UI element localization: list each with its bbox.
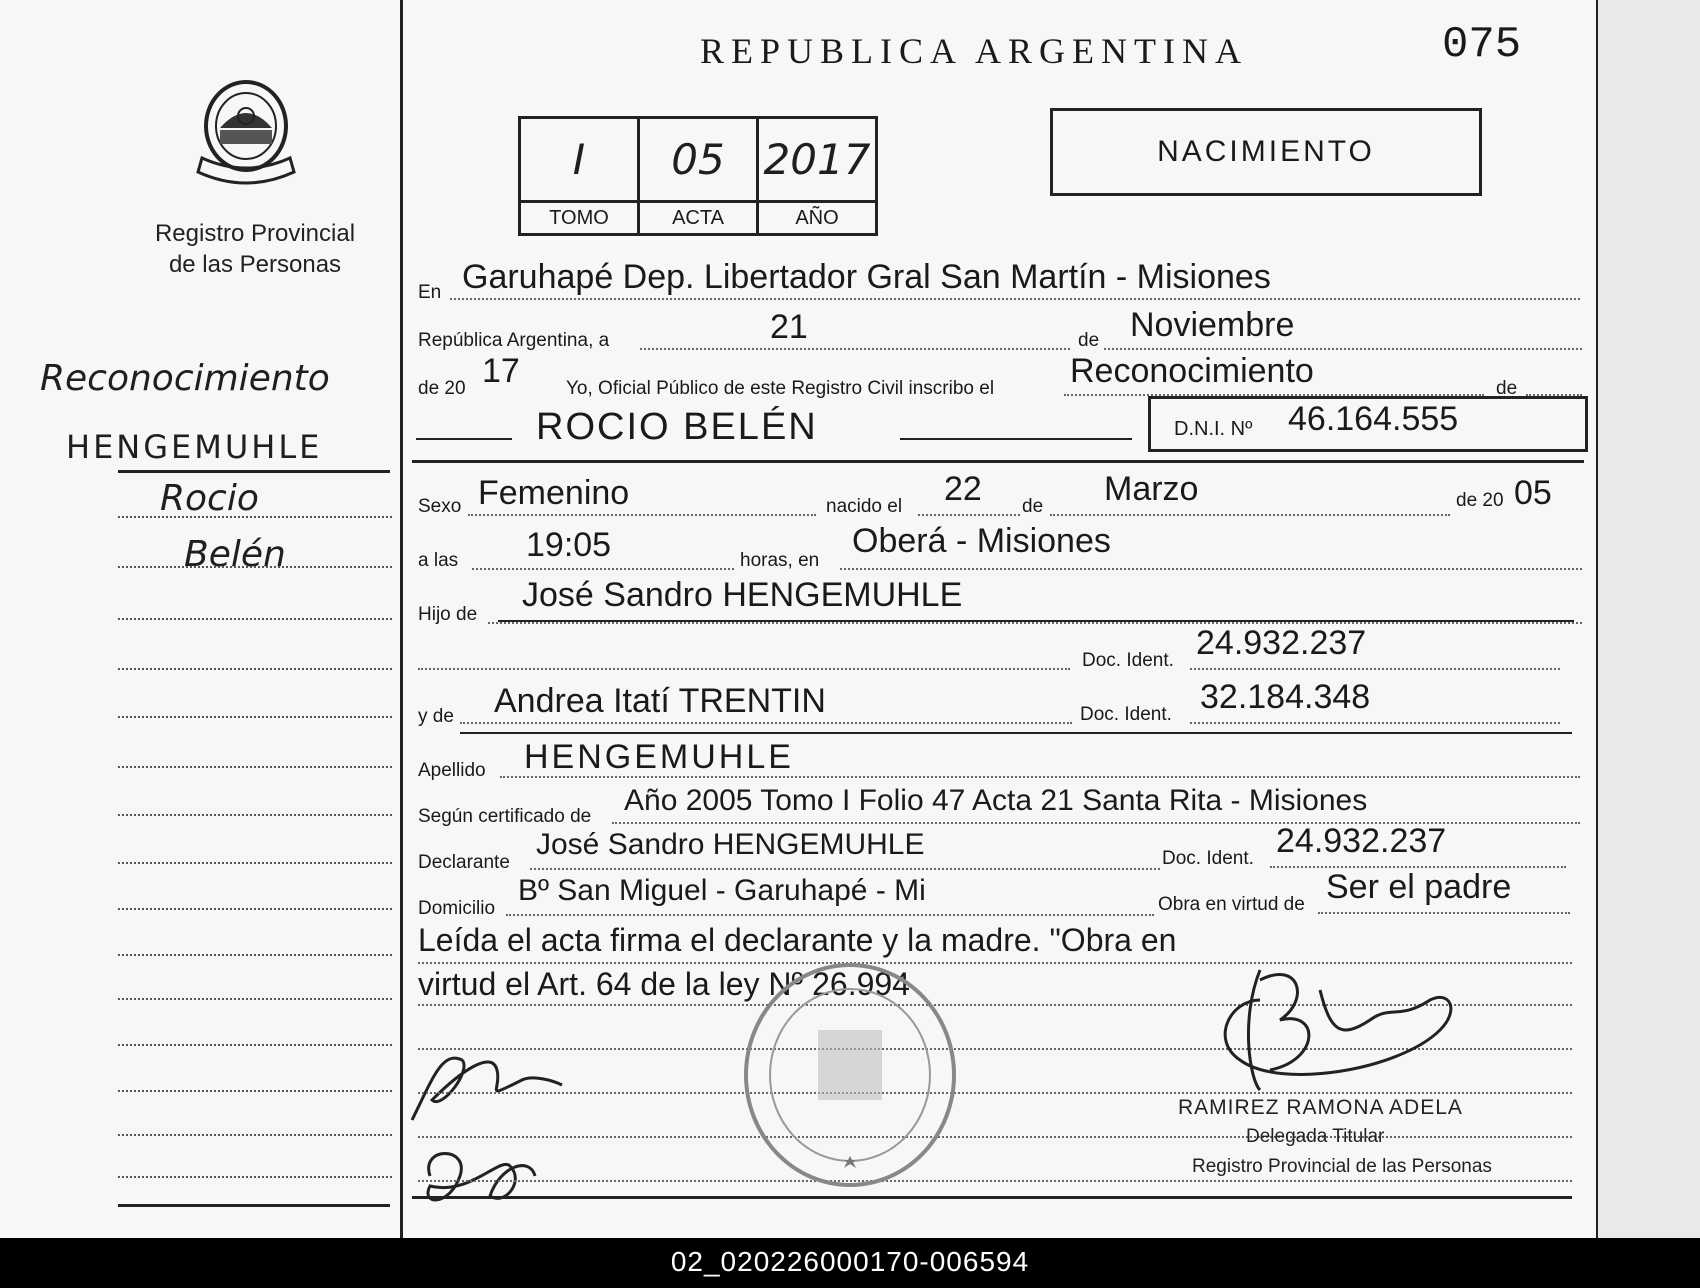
anio-label: AÑO <box>759 200 875 233</box>
margin-dotted-line <box>118 1044 392 1046</box>
section-rule <box>460 732 1572 734</box>
de-label-3: de <box>1022 496 1044 517</box>
registry-name-line2: de las Personas <box>168 251 342 278</box>
dotted-line <box>840 568 1582 570</box>
birth-place-value: Oberá - Misiones <box>852 522 1111 560</box>
tomo-value: I <box>572 135 586 184</box>
dotted-line <box>918 514 1020 516</box>
margin-dotted-line <box>118 954 392 956</box>
dni-label: D.N.I. Nº <box>1174 418 1253 440</box>
birth-year-suffix-value: 05 <box>1514 474 1552 512</box>
dni-value: 46.164.555 <box>1288 400 1459 438</box>
official-role: Delegada Titular <box>1246 1126 1385 1147</box>
obra-label: Obra en virtud de <box>1158 894 1305 915</box>
dotted-line <box>1190 668 1560 670</box>
bottom-rule <box>412 1196 1572 1199</box>
official-office: Registro Provincial de las Personas <box>1192 1156 1492 1177</box>
sexo-label: Sexo <box>418 496 462 517</box>
birth-month-value: Marzo <box>1104 470 1199 508</box>
margin-dotted-line <box>118 566 392 568</box>
margin-dotted-line <box>118 1134 392 1136</box>
dotted-line <box>1318 912 1570 914</box>
declarante-label: Declarante <box>418 852 510 873</box>
declarante-value: José Sandro HENGEMUHLE <box>536 828 925 861</box>
birth-day-value: 22 <box>944 470 982 508</box>
margin-bottom-rule <box>118 1204 390 1207</box>
father-name-value: José Sandro HENGEMUHLE <box>522 576 963 614</box>
dotted-line <box>418 1180 1572 1182</box>
tomo-label: TOMO <box>521 200 637 233</box>
act-kind-value: Reconocimiento <box>1070 352 1314 390</box>
acta-value: 05 <box>671 135 725 184</box>
margin-name2: Belén <box>184 534 286 575</box>
name-line <box>416 438 512 440</box>
person-name-value: ROCIO BELÉN <box>536 406 818 448</box>
margin-dotted-line <box>118 618 392 620</box>
birth-time-value: 19:05 <box>526 526 612 564</box>
folio-number: 075 <box>1442 20 1522 70</box>
margin-dotted-line <box>118 516 392 518</box>
domicilio-value: Bº San Miguel - Garuhapé - Mi <box>518 874 926 907</box>
day-value: 21 <box>770 308 808 346</box>
declarante-doc-value: 24.932.237 <box>1276 822 1447 860</box>
margin-rule <box>118 470 390 473</box>
month-value: Noviembre <box>1130 306 1295 344</box>
obra-value: Ser el padre <box>1326 868 1512 906</box>
de-label-2: de <box>1496 378 1518 399</box>
place-value: Garuhapé Dep. Libertador Gral San Martín - Misiones <box>462 258 1271 296</box>
note-line-2: virtud el Art. 64 de la ley Nº 26.994 <box>418 966 910 1002</box>
dotted-line <box>1104 348 1582 350</box>
margin-dotted-line <box>118 814 392 816</box>
nacido-label: nacido el <box>826 496 903 517</box>
anio-value: 2017 <box>763 135 871 184</box>
horas-label: horas, en <box>740 550 820 571</box>
section-rule <box>412 460 1584 463</box>
dotted-line <box>530 868 1160 870</box>
margin-surname: HENGEMUHLE <box>66 428 323 466</box>
dotted-line <box>472 568 734 570</box>
acta-label: ACTA <box>640 200 756 233</box>
alas-label: a las <box>418 550 459 571</box>
signature-mother-icon <box>410 1136 550 1216</box>
margin-dotted-line <box>118 766 392 768</box>
page-edge <box>1596 0 1700 1238</box>
apellido-value: HENGEMUHLE <box>524 738 794 776</box>
yde-label: y de <box>418 706 454 727</box>
dotted-line <box>488 622 1582 624</box>
doc-label-2: Doc. Ident. <box>1080 704 1172 725</box>
margin-dotted-line <box>118 908 392 910</box>
margin-dotted-line <box>118 1176 392 1178</box>
dotted-line <box>1190 722 1560 724</box>
margin-dotted-line <box>118 998 392 1000</box>
document-title: REPUBLICA ARGENTINA <box>700 31 1249 71</box>
dotted-line <box>418 668 1070 670</box>
tomo-acta-anio-box <box>518 116 878 236</box>
dotted-line <box>418 1136 1572 1138</box>
doc-label: Doc. Ident. <box>1082 650 1174 671</box>
dotted-line <box>500 776 1580 778</box>
tomo-cell <box>521 119 640 233</box>
apellido-label: Apellido <box>418 760 486 781</box>
dotted-line <box>506 914 1154 916</box>
note-line-1: Leída el acta firma el declarante y la madre. "Obra en <box>418 922 1177 958</box>
registry-name <box>140 218 370 280</box>
margin-dotted-line <box>118 862 392 864</box>
oficial-statement: Yo, Oficial Público de este Registro Civil inscribo el <box>566 378 995 399</box>
margin-dotted-line <box>118 716 392 718</box>
signature-declarant-icon <box>402 1040 572 1130</box>
mother-name-value: Andrea Itatí TRENTIN <box>494 682 826 720</box>
hijo-label: Hijo de <box>418 604 478 625</box>
de2020-label: de 20 <box>1456 490 1504 511</box>
acta-cell <box>640 119 759 233</box>
provincial-seal-icon <box>190 68 302 194</box>
republica-label: República Argentina, a <box>418 330 610 351</box>
de20-label: de 20 <box>418 378 466 399</box>
margin-note: Reconocimiento <box>40 358 330 399</box>
margin-dotted-line <box>118 1090 392 1092</box>
domicilio-label: Domicilio <box>418 898 496 919</box>
margin-dotted-line <box>118 668 392 670</box>
dotted-line <box>468 514 816 516</box>
dotted-line <box>640 348 1070 350</box>
sexo-value: Femenino <box>478 474 630 512</box>
registry-name-line1: Registro Provincial <box>154 220 356 247</box>
signature-official-icon <box>1200 960 1500 1110</box>
dotted-line <box>450 298 1580 300</box>
official-name: RAMIREZ RAMONA ADELA <box>1178 1096 1463 1119</box>
segun-value: Año 2005 Tomo I Folio 47 Acta 21 Santa Rita - Misiones <box>624 784 1368 817</box>
doc-label-3: Doc. Ident. <box>1162 848 1254 869</box>
dotted-line <box>460 722 1072 724</box>
record-type-box: NACIMIENTO <box>1050 108 1482 196</box>
official-stamp-icon <box>740 960 960 1190</box>
de-label: de <box>1078 330 1100 351</box>
name-line <box>900 438 1132 440</box>
document-code: 02_020226000170-006594 <box>670 1246 1030 1277</box>
anio-cell <box>759 119 875 233</box>
dotted-line <box>1050 514 1450 516</box>
en-label: En <box>418 282 442 303</box>
margin-name1: Rocio <box>160 478 259 519</box>
father-doc-value: 24.932.237 <box>1196 624 1367 662</box>
section-rule <box>498 620 1574 622</box>
year-suffix-value: 17 <box>482 352 520 390</box>
segun-label: Según certificado de <box>418 806 592 827</box>
mother-doc-value: 32.184.348 <box>1200 678 1371 716</box>
